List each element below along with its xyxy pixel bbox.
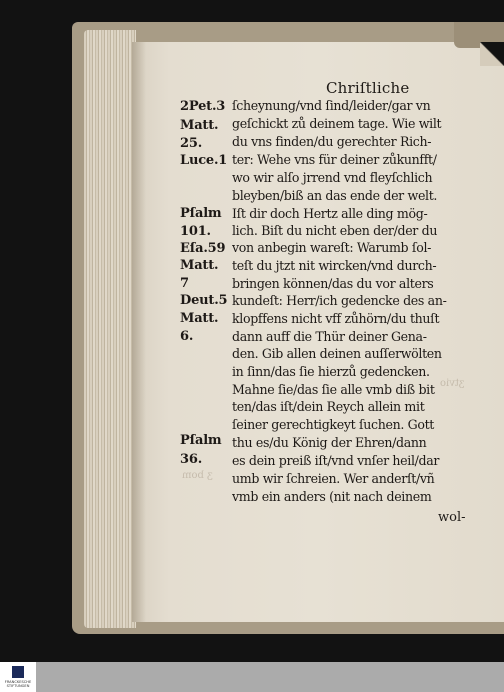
text-line: du vns finden/du gerechter Rich-: [232, 134, 432, 149]
text-line: teſt du jtzt nit wircken/vnd durch-: [232, 258, 437, 273]
text-line: den. Gib allen deinen auſſerwölten: [232, 346, 442, 361]
text-line: Mahne ſie/das ſie alle vmb diß bit: [232, 382, 435, 397]
text-line: wo wir alſo jrrend vnd fleyſchlich: [232, 170, 433, 185]
text-line: ſeiner gerechtigkeyt ſuchen. Gott: [232, 417, 435, 432]
margin-reference: Luce.1: [180, 153, 228, 168]
text-line: thu es/du König der Ehren/dann: [232, 435, 427, 450]
text-line: es dein preiß iſt/vnd vnſer heil/dar: [232, 453, 440, 468]
text-line: Iſt dir doch Hertz alle ding mög-: [232, 206, 428, 221]
margin-reference: Matt.: [180, 118, 219, 133]
margin-reference: 101.: [180, 224, 211, 239]
logo-icon: [12, 666, 24, 678]
text-line: klopffens nicht vff zůhörn/du thuſt: [232, 311, 440, 326]
text-line: vmb ein anders (nit nach deinem: [232, 489, 432, 504]
viewer-footer-bar: [0, 662, 504, 692]
margin-reference: Pſalm: [180, 206, 222, 221]
margin-reference: Matt.: [180, 311, 219, 326]
logo-text: FRANCKESCHE STIFTUNGEN: [4, 680, 32, 688]
margin-reference: Matt.: [180, 258, 219, 273]
text-line: geſchickt zů deinem tage. Wie wilt: [232, 116, 442, 131]
margin-reference: Eſa.59: [180, 241, 226, 256]
text-line: lich. Biſt du nicht eben der/der du: [232, 223, 438, 238]
margin-reference: Deut.5: [180, 293, 228, 308]
text-line: von anbegin wareſt: Warumb ſol-: [232, 240, 432, 255]
text-line: umb wir ſchreien. Wer anderſt/vñ: [232, 471, 435, 486]
margin-reference: 36.: [180, 452, 203, 467]
institution-logo[interactable]: [0, 662, 36, 692]
text-line: bleyben/biß an das ende der welt.: [232, 188, 438, 203]
margin-reference: 6.: [180, 329, 194, 344]
page-corner: [480, 42, 504, 66]
text-line: kundeſt: Herr/ich gedencke des an-: [232, 293, 447, 308]
margin-reference: 25.: [180, 136, 203, 151]
page-header: Chriſtliche: [326, 79, 410, 97]
text-line: bringen können/das du vor alters: [232, 276, 434, 291]
text-line: ter: Wehe vns für deiner zůkunfft/: [232, 152, 437, 167]
margin-reference: 2Pet.3: [180, 99, 226, 114]
margin-reference: 7: [180, 276, 189, 291]
text-line: in ſinn/das ſie hierzů gedencken.: [232, 364, 430, 379]
bleed-through: ʒtvio: [440, 378, 465, 389]
page-edges: [84, 30, 136, 628]
bleed-through: ʒ bom: [182, 470, 213, 481]
text-line: ſcheynung/vnd ſind/leider/gar vn: [232, 98, 431, 113]
gutter-shadow: [132, 42, 146, 622]
margin-reference: Pſalm: [180, 433, 222, 448]
text-line: ten/das iſt/dein Reych allein mit: [232, 399, 425, 414]
catchword: wol-: [438, 510, 466, 525]
text-line: dann auff die Thür deiner Gena-: [232, 329, 427, 344]
